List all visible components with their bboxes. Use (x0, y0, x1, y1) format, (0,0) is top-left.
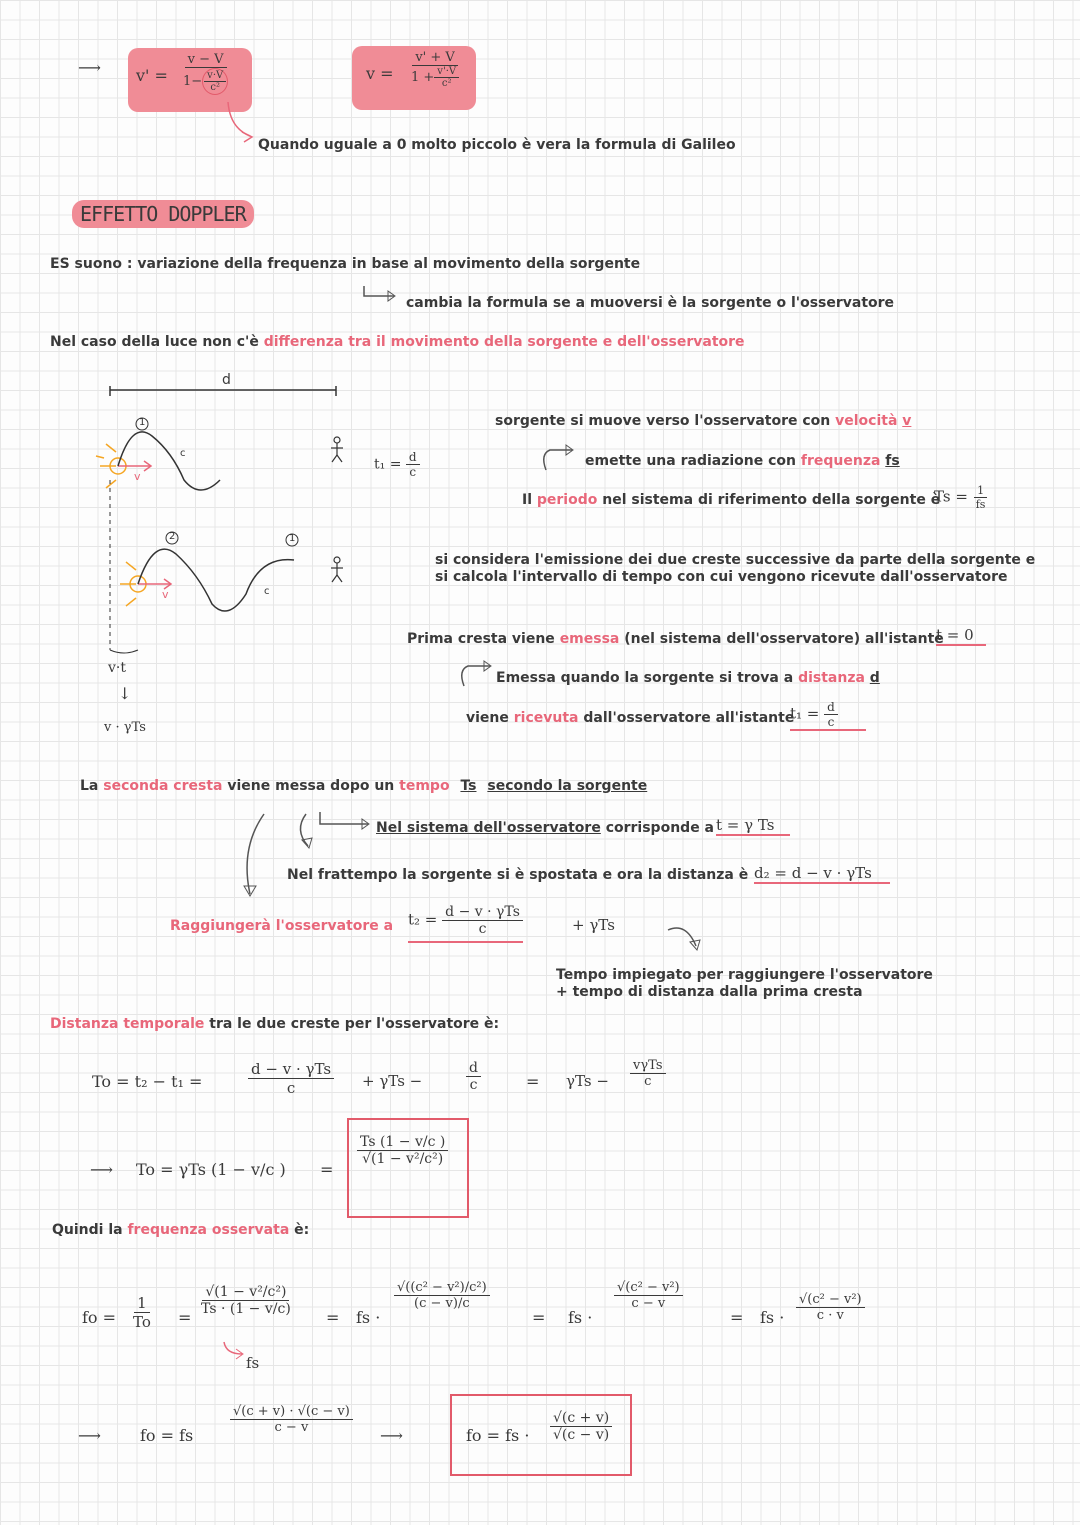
final-result-box (450, 1394, 632, 1476)
source-velocity-label: v (134, 470, 141, 483)
arrow: ⟶ (380, 1426, 403, 1445)
t1-received-formula: t₁ = $\frac{d}{c}$ (790, 700, 866, 731)
arrow-icon (538, 442, 578, 472)
crest-number: 1 (289, 533, 296, 544)
fo-fraction-5: $\frac{\text{√(c² − v²)}}{c \cdot v}$ (796, 1292, 865, 1323)
intro-line-2: cambia la formula se a muoversi è la sorgente o l'osservatore (406, 295, 895, 311)
second-crest-text: La seconda cresta viene messa dopo un tempo Ts secondo la sorgente (80, 778, 648, 794)
time-explanation: Tempo impiegato per raggiungere l'osservatore + tempo di distanza dalla prima cresta (556, 967, 933, 1000)
equals: = (178, 1308, 192, 1327)
t1-formula: t₁ = $\frac{d}{c}$ (374, 450, 420, 479)
final-result-fraction: $\frac{√(c + v)}{√(c - v)}$ (550, 1410, 612, 1443)
arrow-icon (220, 100, 260, 145)
equals: = (526, 1072, 540, 1091)
fo-fraction-1: $\frac{1}{To}$ (133, 1294, 151, 1331)
distance-label: d (222, 372, 231, 388)
fo-fraction-3: $\frac{\text{√((c² − v²)/c²)}}{(c - v)/c}$ (394, 1280, 490, 1311)
to-gts: γTs − (566, 1072, 609, 1090)
crest-number: 1 (139, 417, 146, 428)
equals: = (532, 1308, 546, 1327)
formula-fraction: v' + V 1 + $\frac{v'\cdot V}{\text{c²}}$ (408, 50, 462, 89)
wave-speed-label: c (180, 448, 186, 459)
vt-label: v·t (108, 660, 126, 676)
intro-line-1: ES suono : variazione della frequenza in base al movimento della sorgente (50, 256, 641, 272)
fo-lhs: fo = (82, 1308, 117, 1327)
source-velocity-label: v (162, 588, 169, 601)
emits-frequency-text: emette una radiazione con frequenza fs (585, 453, 900, 469)
fs-dot: fs · (568, 1308, 593, 1327)
final-fraction: $\frac{√(c + v) \cdot √(c - v)}{c - v}$ (230, 1404, 353, 1435)
t-gamma-formula: t = γ Ts (716, 816, 790, 836)
equals: = (320, 1160, 334, 1179)
to-fraction-1: d − v · γTs c (248, 1060, 334, 1097)
equals: = (730, 1308, 744, 1327)
observer-frame-text: Nel sistema dell'osservatore corrisponde a (376, 820, 715, 836)
to-lhs: To = t₂ − t₁ = (92, 1072, 203, 1091)
intro-line-3: Nel caso della luce non c'è differenza tra il movimento della sorgente e dell'osservatore (50, 334, 745, 350)
t2-formula: t₂ = $\frac{\text{d − v · γTs}}{c}$ (408, 904, 523, 943)
to-simplified: To = γTs (1 − v/c ) (136, 1160, 286, 1179)
first-crest-text: Prima cresta viene emessa (nel sistema dell'osservatore) all'istante (407, 631, 944, 647)
observed-frequency-text: Quindi la frequenza osservata è: (52, 1222, 310, 1238)
vgts-label: v · γTs (104, 720, 146, 735)
formula-fraction: v − V 1− $\frac{v\cdot V}{\text{c²}}$ (180, 52, 231, 95)
to-fraction-3: vγTs c (630, 1058, 666, 1089)
equals: = (326, 1308, 340, 1327)
fs-dot: fs · (356, 1308, 381, 1327)
arrow-icon (666, 924, 706, 954)
time-distance-text: Distanza temporale tra le due creste per l'osservatore è: (50, 1016, 500, 1032)
d2-formula: d₂ = d − v · γTs (754, 864, 890, 884)
arrow: ⟶ (78, 1426, 101, 1445)
t2-plus: + γTs (572, 916, 615, 934)
two-crests-text: si considera l'emissione dei due creste successive da parte della sorgente e si calcola l'intervallo di tempo con cui vengono ricevute dall'osservatore (435, 552, 1036, 585)
period-formula: Ts = $\frac{1}{fs}$ (934, 484, 986, 511)
to-plus: + γTs − (362, 1072, 423, 1090)
arrow: ⟶ (78, 58, 101, 77)
source-moves-text: sorgente si muove verso l'osservatore con velocità v (495, 413, 912, 429)
arrow-icon (360, 284, 400, 306)
fo-fraction-2: $\frac{\text{√(1 − v²/c²)}}{Ts \cdot (1 - v/c)}$ (201, 1284, 291, 1317)
formula-lhs: v' = (136, 66, 168, 85)
page-title: EFFETTO DOPPLER (72, 200, 254, 228)
to-fraction-2: $\frac{d}{c}$ (466, 1060, 481, 1093)
arrow: ⟶ (90, 1160, 113, 1179)
doppler-diagram (80, 360, 370, 680)
source-moved-text: Nel frattempo la sorgente si è spostata e ora la distanza è (287, 867, 749, 883)
emitted-distance-text: Emessa quando la sorgente si trova a distanza d (496, 670, 880, 686)
t0-formula: t = 0 (936, 626, 986, 646)
period-text: Il periodo nel sistema di riferimento della sorgente è (522, 492, 941, 508)
crest-number: 2 (169, 531, 176, 542)
wave-speed-label: c (264, 586, 270, 597)
arrow-icon (236, 808, 376, 900)
received-text: viene ricevuta dall'osservatore all'istante (466, 710, 795, 726)
arrow-down-icon: ↓ (118, 684, 132, 703)
reaches-observer-text: Raggiungerà l'osservatore a (170, 918, 394, 934)
arrow-icon (456, 658, 496, 688)
fs-dot: fs · (760, 1308, 785, 1327)
final-lhs: fo = fs (140, 1426, 194, 1445)
fs-note: fs (246, 1354, 260, 1372)
formula-lhs: v = (366, 64, 394, 83)
fo-fraction-4: $\frac{\text{√(c² − v²)}}{c - v}$ (614, 1280, 683, 1311)
formula-box-velocity-addition (352, 46, 476, 110)
final-result-lhs: fo = fs · (466, 1426, 530, 1445)
to-result-fraction: $\frac{Ts (1 - v/c )}{\text{√(1 − v²/c²)}}$ (357, 1134, 448, 1167)
to-result-box (347, 1118, 469, 1218)
galileo-note: Quando uguale a 0 molto piccolo è vera la formula di Galileo (258, 137, 736, 153)
